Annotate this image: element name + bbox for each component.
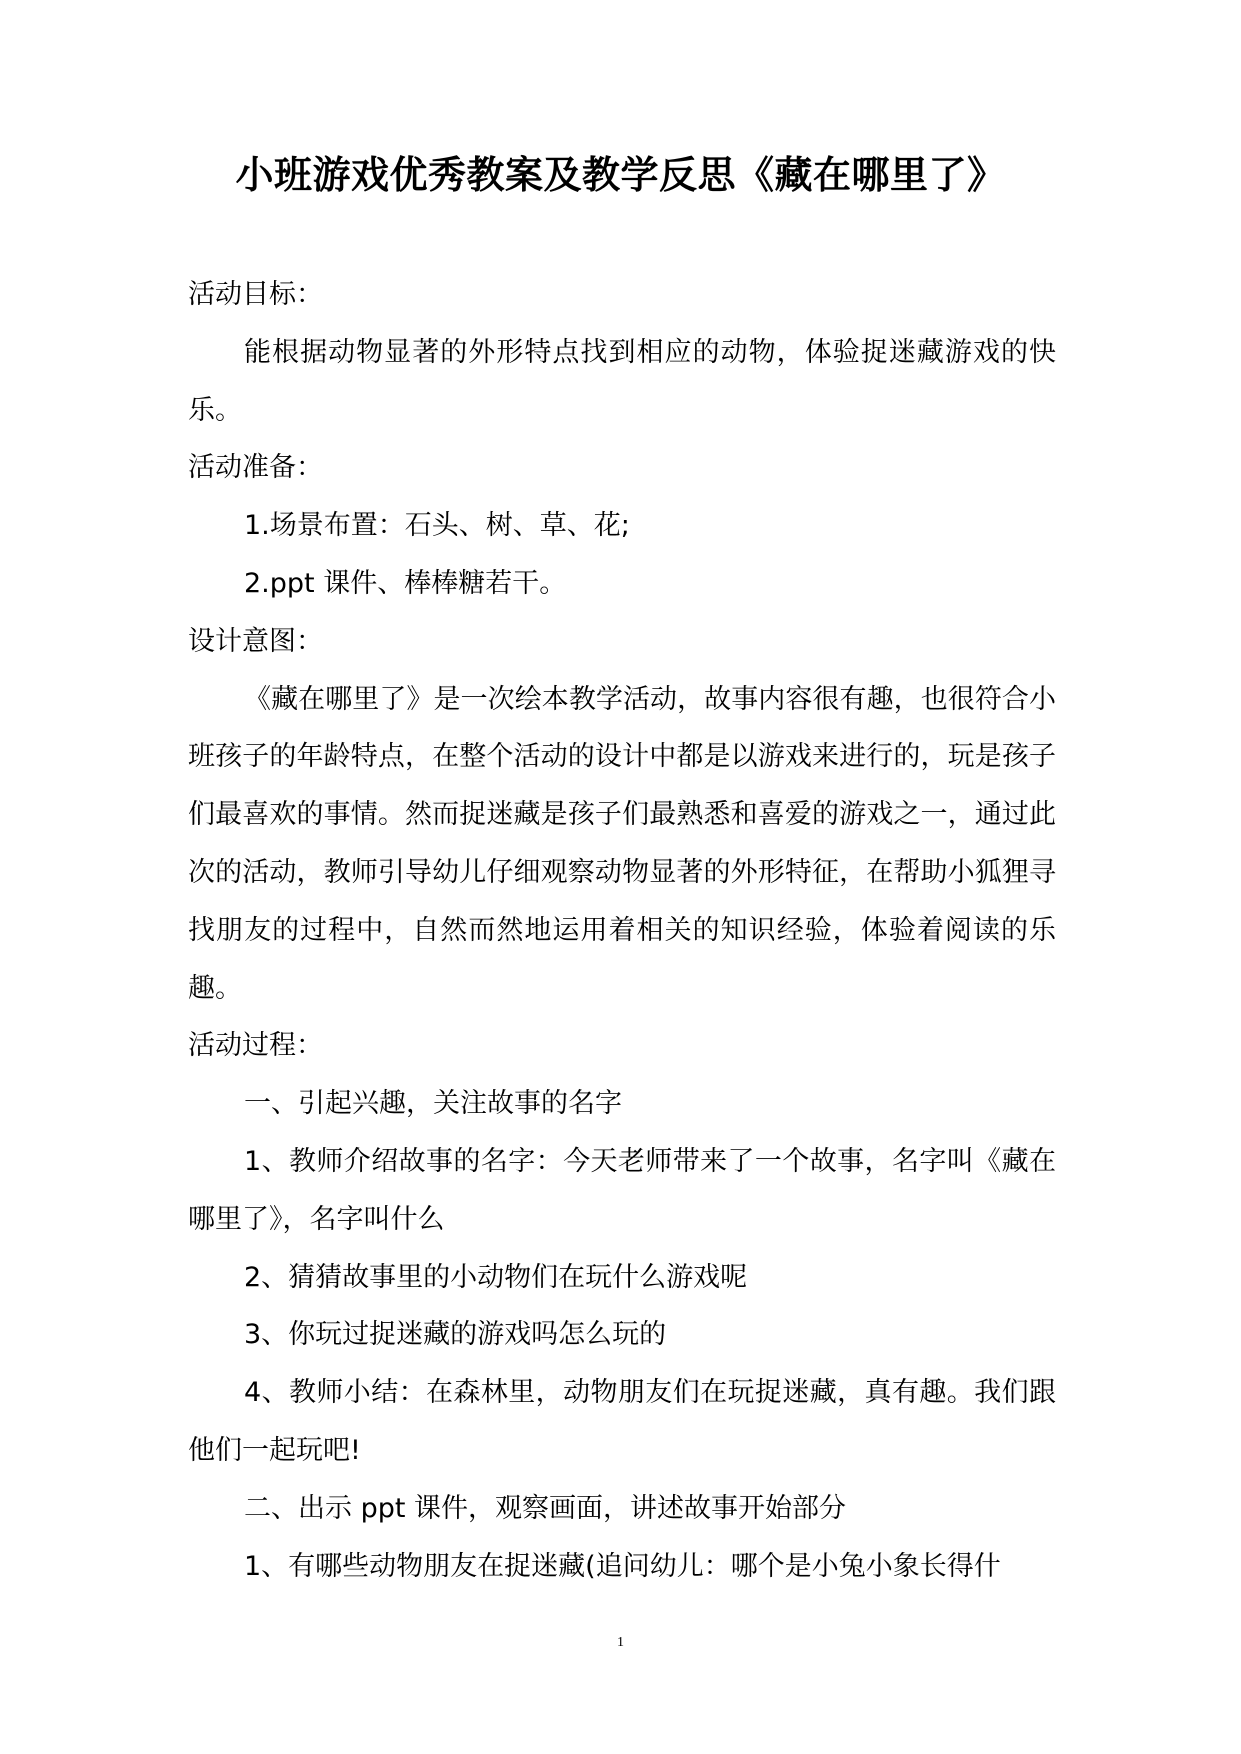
- paragraph: 1、有哪些动物朋友在捉迷藏(追问幼儿：哪个是小兔小象长得什: [244, 1550, 1001, 1582]
- paragraph: 2、猜猜故事里的小动物们在玩什么游戏呢: [244, 1261, 748, 1293]
- paragraph: 一、引起兴趣，关注故事的名字: [244, 1088, 622, 1120]
- document-title: 小班游戏优秀教案及教学反思《藏在哪里了》: [235, 152, 1006, 197]
- page-number: 1: [617, 1635, 624, 1650]
- section-heading-goals: 活动目标：: [188, 279, 323, 310]
- section-heading-preparation: 活动准备：: [188, 452, 323, 484]
- paragraph: 2.ppt 课件、棒棒糖若干。: [244, 567, 567, 599]
- paragraph: 《藏在哪里了》是一次绘本教学活动，故事内容很有趣，也很符合小班孩子的年龄特点，在整个活动的设计中都是以游戏来进行的，玩是孩子们最喜欢的事情。然而捉迷藏是孩子们最熟悉和喜爱的游戏之一，通过此次的活动，教师引导幼儿仔细观察动物显著的外形特征，在帮助小狐狸寻找朋友的过程中，自然而然地运用着相关的知识经验，体验着阅读的乐趣。: [188, 683, 1056, 1004]
- paragraph: 3、你玩过捉迷藏的游戏吗怎么玩的: [244, 1319, 667, 1351]
- paragraph: 二、出示 ppt 课件，观察画面，讲述故事开始部分: [244, 1492, 847, 1524]
- section-heading-design-intent: 设计意图：: [188, 625, 323, 657]
- paragraph: 1.场景布置：石头、树、草、花;: [244, 510, 630, 542]
- section-heading-process: 活动过程：: [188, 1030, 323, 1062]
- paragraph: 1、教师介绍故事的名字：今天老师带来了一个故事，名字叫《藏在哪里了》，名字叫什么: [188, 1145, 1056, 1235]
- document-body: [188, 266, 1056, 1595]
- paragraph: 能根据动物显著的外形特点找到相应的动物，体验捉迷藏游戏的快乐。: [188, 336, 1056, 426]
- paragraph: 4、教师小结：在森林里，动物朋友们在玩捉迷藏，真有趣。我们跟他们一起玩吧!: [188, 1377, 1056, 1466]
